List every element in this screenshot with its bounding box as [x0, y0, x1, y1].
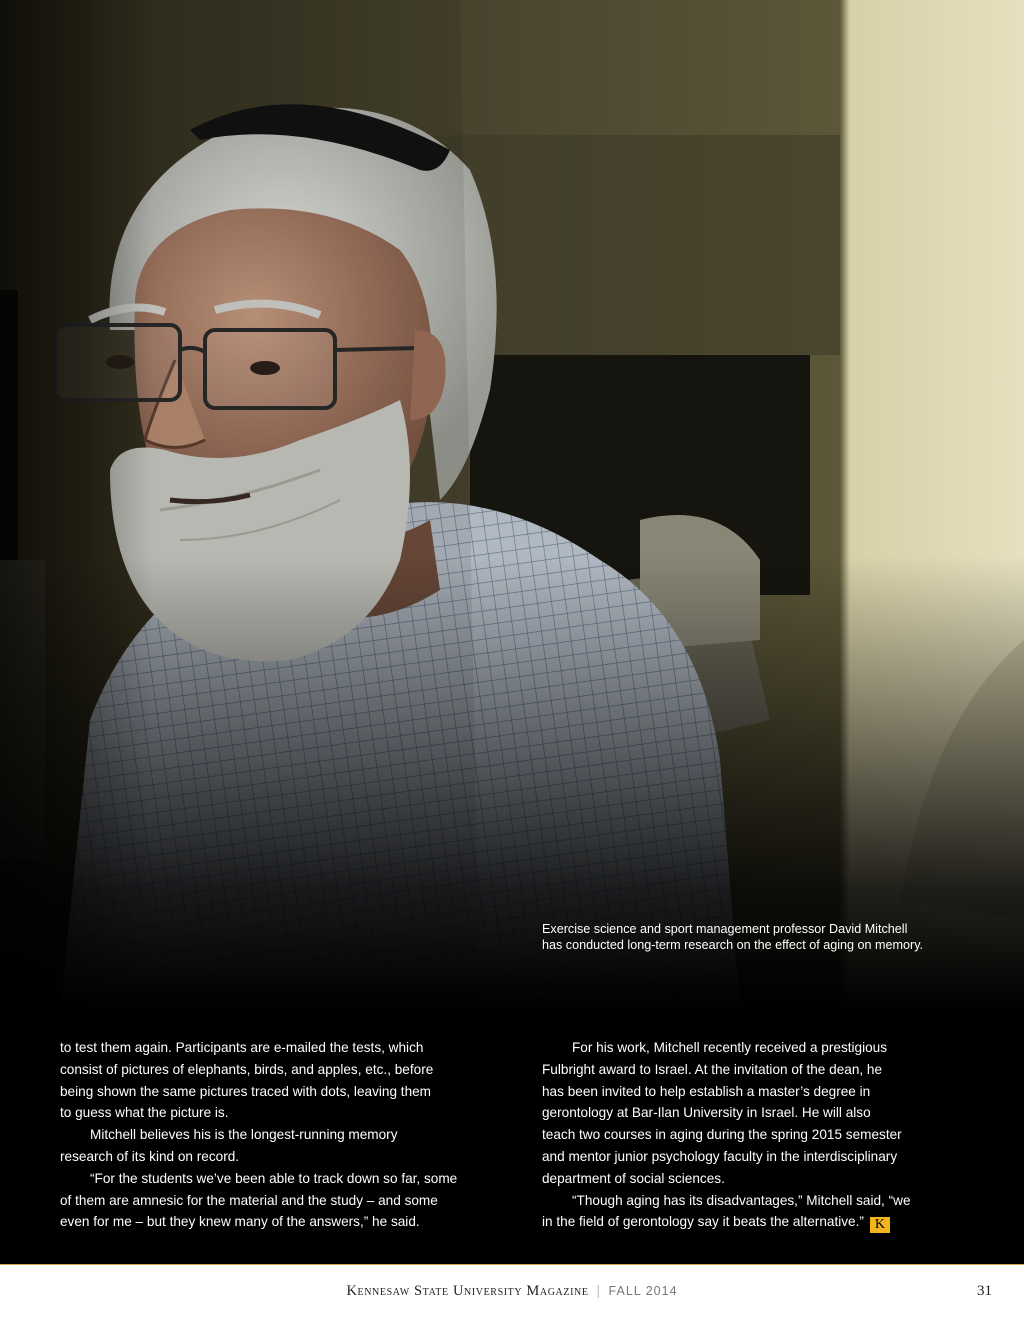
paragraph-line: research of its kind on record.	[60, 1148, 240, 1164]
paragraph-line: For his work, Mitchell recently received a prestigious	[572, 1040, 888, 1055]
caption-line: has conducted long-term research on the effect of aging on memory.	[542, 938, 924, 952]
paragraph-line: of them are amnesic for the material and the study – and some	[60, 1192, 438, 1208]
footer-masthead	[0, 1283, 1024, 1300]
photo-caption	[542, 921, 982, 953]
paragraph-line: Fulbright award to Israel. At the invitation of the dean, he	[542, 1061, 883, 1077]
magazine-name: Kennesaw State University Magazine	[346, 1283, 589, 1299]
issue-label: FALL 2014	[608, 1284, 678, 1298]
paragraph-line: department of social sciences.	[542, 1170, 725, 1186]
paragraph-line: “Though aging has its disadvantages,” Mitchell said, “we	[572, 1192, 911, 1208]
paragraph-line: and mentor junior psychology faculty in the interdisciplinary	[542, 1148, 898, 1164]
paragraph-line: being shown the same pictures traced with dots, leaving them	[60, 1083, 432, 1099]
paragraph-line-text: in the field of gerontology say it beats the alternative.”	[542, 1214, 864, 1230]
footer-separator: |	[596, 1283, 601, 1299]
paragraph-line: “For the students we’ve been able to track down so far, some	[90, 1170, 458, 1186]
paragraph-line: even for me – but they knew many of the answers,” he said.	[60, 1214, 420, 1230]
article-left-column	[60, 1037, 490, 1233]
paragraph-line: teach two courses in aging during the spring 2015 semester	[542, 1127, 902, 1143]
paragraph-last-line	[542, 1211, 972, 1233]
article-right-column	[542, 1037, 972, 1233]
caption-line: Exercise science and sport management professor David Mitchell	[542, 922, 908, 936]
paragraph-line: consist of pictures of elephants, birds, and apples, etc., before	[60, 1061, 434, 1077]
paragraph-line: gerontology at Bar-Ilan University in Israel. He will also	[542, 1105, 871, 1121]
paragraph-line: Mitchell believes his is the longest-running memory	[90, 1127, 398, 1143]
end-of-story-mark: K	[870, 1217, 890, 1233]
page-number: 31	[977, 1283, 992, 1299]
paragraph-line: to guess what the picture is.	[60, 1105, 229, 1121]
paragraph-line: to test them again. Participants are e-mailed the tests, which	[60, 1040, 424, 1055]
paragraph-line: has been invited to help establish a master’s degree in	[542, 1083, 871, 1099]
page-footer	[0, 1264, 1024, 1327]
